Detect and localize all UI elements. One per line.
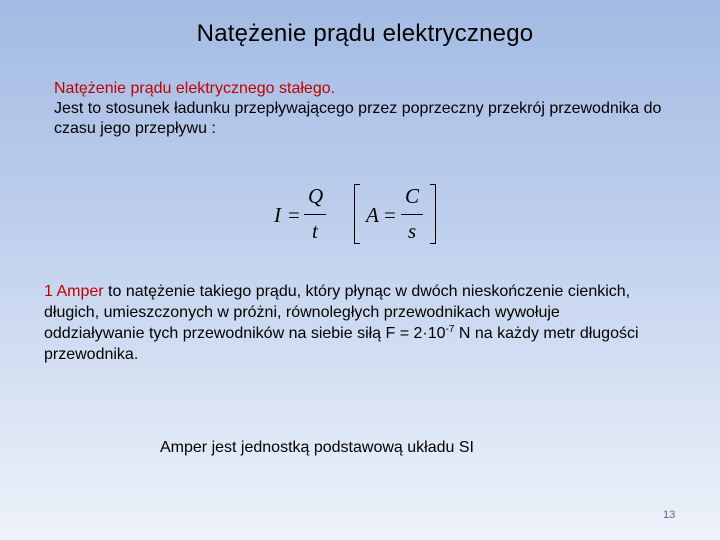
unit-denominator: s [408,219,417,243]
current-formula [268,184,448,246]
formula-denominator: t [312,219,318,243]
unit-equals: = [384,203,396,227]
definition-exponent: -7 [445,324,455,335]
right-bracket [430,184,436,244]
formula-fraction-bar [304,214,326,215]
formula-lhs: I [274,203,281,227]
page-number: 13 [663,509,676,521]
unit-numerator: C [405,184,420,208]
definition-text: to natężenie takiego prądu, który płynąc w dwóch nieskończenie cienkich, długich, umieszczonych w próżni, równoległych przewodnikach wywołuje oddziaływanie tych przewodników na siebie siłą F = 2·10 [44,283,631,342]
formula-equals: = [288,203,300,227]
intro-paragraph [54,79,674,139]
slide-title: Natężenie prądu elektrycznego [196,20,534,47]
intro-heading: Natężenie prądu elektrycznego stałego. [54,80,336,97]
unit-lhs: A [366,203,379,227]
ampere-definition [44,281,654,365]
intro-text: Jest to stosunek ładunku przepływającego przez poprzeczny przekrój przewodnika do czasu jego przepływu : [54,100,662,137]
definition-term: 1 Amper [44,283,104,300]
unit-fraction-bar [401,214,423,215]
definition-text-end: N na każdy metr długości przewodnika. [44,325,639,363]
formula-numerator: Q [308,184,324,208]
left-bracket [354,184,360,244]
si-note: Amper jest jednostką podstawową układu SI [160,439,474,456]
